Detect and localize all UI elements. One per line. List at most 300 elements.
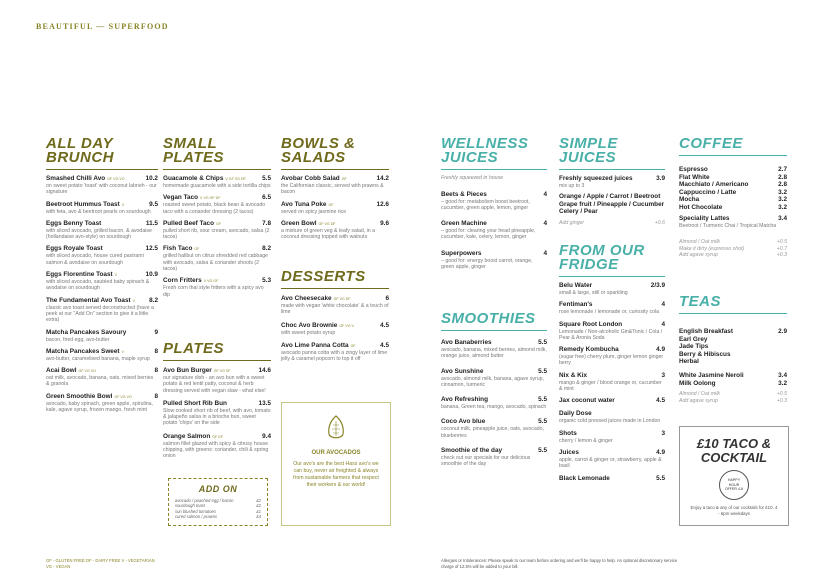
menu-item (46, 367, 158, 388)
item-price: 4.5 (380, 341, 389, 349)
dietary-tags: V (121, 349, 124, 354)
avocado-seed-icon (326, 415, 346, 441)
dietary-tags: V VG GF DF (200, 196, 221, 201)
menu-item (46, 271, 158, 292)
item-price: 10.9 (145, 271, 158, 279)
our-avocados-box (281, 402, 391, 526)
addon-name: sun blushed tomatoes (175, 508, 216, 514)
menu-item (46, 175, 158, 196)
item-price: 9 (154, 328, 158, 336)
item-desc: organic cold pressed juices made in London (559, 418, 661, 425)
item-price: 5.3 (262, 277, 271, 285)
menu-item (559, 475, 665, 483)
juice-desc: mix up to 3 (559, 183, 585, 189)
tea-name: Earl Grey (679, 335, 708, 343)
divider (559, 169, 665, 170)
item-desc: oat milk, avocado, banana, oats, mixed berries & granola (46, 375, 154, 388)
menu-item (281, 175, 389, 196)
dietary-tags: V VG GF (203, 279, 219, 284)
smoothies-list (441, 339, 547, 468)
item-name: Fentiman's (559, 301, 593, 309)
item-name: Shots (559, 429, 577, 437)
tea-extra-label: Add agave syrup (679, 397, 718, 404)
item-price: 10.2 (145, 175, 158, 182)
item-desc: salmon fillet glazed with spicy & citrusy house chipping, with greens: coriander, chili & spring onion (163, 440, 269, 460)
wellness-list (441, 191, 547, 271)
menu-item (46, 329, 158, 343)
item-price: 2/3.9 (650, 282, 665, 289)
item-name: Green Machine (441, 220, 487, 228)
add-ginger-label: Add ginger (559, 220, 585, 227)
tea-row-price: 3.2 (778, 379, 787, 387)
item-desc: bacon, fried egg, avo-butter (46, 336, 110, 343)
coffee-extra-price: +0.3 (776, 252, 787, 259)
menu-item (559, 410, 665, 424)
item-desc: – good for: energy boost carrot, orange, green apple, ginger (441, 257, 533, 270)
divider (441, 169, 547, 170)
coffee-row-label: Flat White (679, 173, 710, 181)
tea-group-1 (679, 328, 787, 366)
tea-name: Berry & Hibiscus (679, 350, 731, 358)
coffee-row (679, 174, 787, 182)
simple-juices-section (559, 137, 665, 227)
item-price: 5.5 (538, 396, 547, 404)
menu-item (441, 396, 547, 410)
coffee-extra-label: Almond / Oat milk (679, 238, 720, 245)
menu-item (281, 295, 389, 316)
juice-flavours (559, 193, 665, 216)
badge-text: HAPPY HOUR OFFER 4-6 (724, 478, 744, 492)
bowls-list (281, 175, 389, 240)
menu-item (441, 191, 547, 212)
item-price: 12.6 (376, 200, 389, 208)
coffee-extra-price: +0.7 (776, 245, 787, 252)
tea-extra-label: Almond / Oat milk (679, 391, 720, 398)
tea-group-price: 2.9 (778, 328, 787, 335)
item-desc: a mixture of green veg & leafy salad, in a coconut dressing topped with walnuts (281, 227, 376, 241)
dietary-tags: GF VG V (339, 323, 354, 328)
juice-flavour: Orange / Apple / Carrot / Beetroot (559, 193, 661, 201)
promo-title: £10 TACO & COCKTAIL (696, 436, 772, 465)
item-price: 5.5 (538, 447, 547, 455)
item-price: 6 (385, 295, 389, 302)
menu-item (559, 397, 665, 405)
addon-name: avocado / poached egg / bacon (175, 498, 234, 503)
coffee-row-label: Macchiato / Americano (679, 181, 749, 189)
item-name: Fish Taco $^{GF}$ (163, 245, 200, 253)
menu-item (46, 201, 158, 215)
addon-list (169, 496, 267, 522)
item-price: 8 (154, 347, 158, 355)
menu-item (281, 220, 389, 241)
item-desc: the Californian classic, served with prawns & bacon (281, 183, 384, 196)
divider (46, 169, 158, 170)
tea-row (679, 372, 787, 380)
brunch-list (46, 175, 158, 413)
menu-item (46, 393, 158, 414)
item-desc: with sliced avocado, house cured pastrami salmon & avodaise on sourdough (46, 253, 144, 266)
coffee-row-label: Cappuccino / Latte (679, 188, 737, 196)
menu-item (559, 321, 665, 342)
item-price: 11.5 (145, 219, 158, 227)
item-price: 4 (543, 220, 547, 228)
our-avocados-text: Our avo's are the best Hass avo's we can buy, never air freighted & always from sustainable farmers that respect their workers & our world! (293, 461, 379, 488)
item-name: Eggs Royale Toast (46, 245, 103, 253)
tea-list (679, 328, 787, 366)
coffee-row-price: 2.7 (778, 166, 787, 173)
tea-name: English Breakfast (679, 328, 733, 335)
item-price: 4 (661, 301, 665, 309)
desserts-section (281, 270, 389, 362)
item-name: Orange Salmon $^{GF DF}$ (163, 432, 224, 440)
item-name: Matcha Pancakes Sweet $^V$ (46, 347, 124, 355)
dietary-legend: GF - GLUTEN FREE DF - DAIRY FREE V - VEGETARIAN VG - VEGAN (46, 558, 155, 569)
menu-item (559, 346, 665, 367)
coffee-extra (679, 239, 787, 246)
bowls-section (281, 137, 389, 240)
tea-list-2 (679, 372, 787, 387)
addon-name: sourdough toast (175, 503, 206, 509)
fridge-list (559, 282, 665, 483)
smoothies-section (441, 312, 547, 468)
speciality-lattes-price: 3.4 (778, 214, 787, 222)
item-name: Pulled Short Rib Bun (163, 399, 227, 407)
item-desc: Fresh corn thai style fritters with a spicy avo dip (163, 285, 264, 298)
item-desc: cherry / lemon & ginger (559, 437, 613, 444)
coffee-row-price: 3.2 (778, 188, 787, 196)
item-price: 9.4 (262, 432, 271, 440)
item-name: The Fundamental Avo Toast $^V$ (46, 296, 136, 304)
menu-item (46, 220, 158, 241)
menu-item (559, 430, 665, 444)
dietary-tags: GF VG DF (318, 221, 336, 226)
menu-item (163, 277, 271, 298)
coffee-section (679, 137, 787, 259)
item-desc: made with vegan 'white chocolate' & a touch of lime (281, 303, 389, 316)
item-desc: on sweet potato 'toast' with coconut labneh - our signature (46, 183, 157, 196)
tea-extra-price: +0.5 (776, 391, 787, 398)
item-name: Jax coconut water (559, 397, 615, 405)
item-price: 5.5 (262, 175, 271, 182)
item-desc: coconut milk, pineapple juice, oats, avocado, blueberries (441, 426, 544, 439)
item-price: 9.6 (380, 219, 389, 227)
tea-extra-price: +0.3 (776, 397, 787, 404)
item-desc: Slow cooked short rib of beef, with avo, tomato & jalapeño salsa in a brioche bun, sweet potato 'chips' on the side (163, 407, 271, 427)
dietary-tags: V (114, 273, 118, 278)
item-name: Avo Cheesecake $^{GF VG DF}$ (281, 295, 351, 302)
item-name: Avo Banaberries (441, 339, 492, 346)
divider (441, 330, 547, 331)
item-price: 7.8 (262, 219, 271, 227)
coffee-row-price: 3.2 (778, 196, 787, 204)
menu-item (559, 372, 665, 393)
coffee-extra (679, 252, 787, 259)
item-price: 8.2 (262, 245, 271, 253)
item-price: 8 (154, 367, 158, 375)
promo-text: Enjoy a taco & any of our cocktails for £10. 4 - 6pm weekdays (690, 505, 778, 516)
menu-item (281, 201, 389, 215)
add-ginger-row (559, 220, 665, 227)
item-desc: served on spicy jasmine rice (281, 208, 347, 215)
item-desc: avo-butter, caramelised banana, maple syrup (46, 355, 150, 362)
coffee-row (679, 196, 787, 204)
coffee-row (679, 189, 787, 197)
item-name: Belu Water (559, 282, 593, 289)
wellness-section (441, 137, 547, 270)
item-desc: check out our specials for our delicious smoothie of the day (441, 455, 531, 468)
dietary-tags: GF VG SF (213, 369, 231, 373)
item-desc: with sliced avocado, grilled bacon, & avodaise (hollandaise avo-style) on sourdough (46, 227, 152, 241)
addon-row (175, 514, 261, 519)
menu-item (163, 245, 271, 272)
coffee-row (679, 181, 787, 189)
item-price: 4 (543, 190, 547, 198)
juice-name: Freshly squeezed juices (559, 175, 633, 182)
item-desc: with feta, avo & beetroot pearls on sourdough (46, 208, 151, 215)
coffee-row-price: 3.2 (778, 203, 787, 211)
add-ginger-price: +0.6 (654, 220, 665, 227)
teas-section (679, 295, 787, 405)
divider (281, 169, 389, 170)
item-name: Black Lemonade (559, 474, 610, 482)
item-desc: – good for: clearing your head pineapple, cucumber, kale, celery, lemon, ginger (441, 228, 536, 241)
coffee-extra (679, 246, 787, 253)
item-price: 5.5 (656, 474, 665, 482)
coffee-row-price: 2.8 (778, 173, 787, 181)
item-name: Guacamole & Chips $^{V GF VG DF}$ (163, 175, 246, 182)
menu-item (163, 433, 271, 460)
item-price: 3 (661, 429, 665, 437)
item-desc: avocado, almond milk, banana, agave syrup, cinnamon, turmeric (441, 375, 544, 388)
item-price: 4 (661, 320, 665, 328)
tea-row-price: 3.4 (778, 371, 787, 379)
coffee-row-label: Espresso (679, 166, 708, 173)
coffee-row-label: Hot Chocolate (679, 203, 723, 211)
addon-price: £4 (256, 514, 261, 520)
item-price: 14.6 (258, 367, 271, 374)
coffee-title: COFFEE (679, 135, 743, 152)
item-name: Green Smoothie Bowl $^{GF VG VO}$ (46, 392, 132, 400)
allergies-note: Allergies or Intolerances: Please speak to our team before ordering and we'll be happy to help. An optional discretionary service charge of 12.5% will be added to your bill. (441, 558, 678, 569)
item-desc: rose lemonade / lemonade or, curiosity cola (559, 309, 660, 316)
coffee-extra-label: Make it dirty (espresso shot) (679, 245, 745, 252)
addon-price: £2 (256, 498, 261, 503)
item-name: Daily Dose (559, 410, 592, 418)
tea-row-label: White Jasmine Neroli (679, 371, 744, 379)
dietary-tags: GF VG VO (78, 369, 96, 374)
item-price: 4.9 (656, 346, 665, 354)
dietary-tags: GF (328, 202, 334, 207)
item-name: Avo Bun Burger $^{GF VG SF}$ (163, 367, 231, 374)
menu-item (559, 449, 665, 470)
item-price: 4.9 (656, 448, 665, 456)
coffee-extra-label: Add agave syrup (679, 252, 718, 259)
item-desc: pulled short rib, sour cream, avocado, salsa (2 tacos) (163, 227, 270, 241)
dietary-tags: GF VG VO (107, 177, 125, 181)
menu-item (163, 400, 271, 427)
menu-item (46, 245, 158, 266)
item-name: Avo Refreshing (441, 396, 488, 404)
menu-item (441, 447, 547, 468)
item-desc: apple, carrot & ginger or, strawberry, apple & basil (559, 456, 662, 470)
addon-name: cured salmon / prawns (175, 514, 218, 520)
item-price: 4.5 (380, 321, 389, 329)
brunch-section (46, 137, 158, 413)
dietary-tags: GF DF (212, 434, 224, 439)
item-desc: roasted sweet potato, black bean & avocado taco with a coriander dressing (2 tacos) (163, 202, 266, 215)
item-desc: Lemonade / Non-alcoholic Gin&Tonic / Cola / Pear & Aronia Soda (559, 328, 663, 341)
divider (281, 288, 389, 289)
item-price: 5.5 (538, 367, 547, 375)
item-desc: – good for: metabolism boost beetroot, cucumber, green apple, lemon, ginger (441, 198, 530, 211)
item-name: Choc Avo Brownie $^{GF VG V}$ (281, 321, 354, 329)
smoothies-title: SMOOTHIES (441, 310, 536, 327)
item-price: 6.5 (262, 194, 271, 202)
item-name: Smashed Chilli Avo $^{GF VG VO}$ (46, 175, 125, 182)
coffee-list (679, 166, 787, 212)
item-price: 5.5 (538, 418, 547, 426)
tea-name: Herbal (679, 358, 699, 366)
item-desc: avocado, banana, mixed berries, almond milk, orange juice, almond butter (441, 347, 547, 360)
divider (163, 360, 271, 361)
juice-flavour: Celery / Pear (559, 208, 598, 216)
item-price: 4 (543, 249, 547, 257)
bowls-title: BOWLS & SALADS (281, 135, 356, 166)
promo-box (679, 426, 789, 526)
coffee-row (679, 204, 787, 212)
coffee-extras (679, 239, 787, 259)
fridge-section (559, 244, 665, 483)
menu-item (46, 297, 158, 324)
divider (679, 313, 787, 314)
brand-wordmark: BEAUTIFUL — SUPERFOOD (36, 22, 169, 31)
menu-item (163, 220, 271, 241)
plates-section (163, 342, 271, 460)
item-name: Matcha Pancakes Savoury (46, 328, 127, 336)
small-plates-section (163, 137, 271, 298)
speciality-lattes-desc: Beetroot / Turmeric Chai / Tropical Matcha (679, 222, 777, 229)
item-desc: classic avo toast served deconstructed (have a peek at our "Add On" section to give it a little extra) (46, 304, 154, 324)
item-price: 5.5 (538, 339, 547, 346)
item-name: Avobar Cobb Salad $^{GF}$ (281, 175, 347, 182)
coffee-row-label: Mocha (679, 196, 700, 204)
divider (679, 155, 787, 156)
item-name: Corn Fritters $^{V VG GF}$ (163, 277, 219, 285)
item-desc: our signature dish - an avo bun with a sweet potato & red lentil patty, coconut & herb dressing served with vegan slaw - what else! (163, 375, 266, 394)
item-desc: mango & ginger / blood orange or, cucumber & mint (559, 379, 662, 393)
tea-row (679, 380, 787, 388)
menu-item (441, 250, 547, 271)
simple-juices-title: SIMPLE JUICES (559, 135, 618, 166)
desserts-list (281, 295, 389, 362)
small-plates-list (163, 175, 271, 298)
item-desc: small & large, still or sparkling (559, 290, 628, 296)
plates-list (163, 367, 271, 460)
speciality-lattes-name: Speciality Lattes (679, 214, 730, 222)
dietary-tags: GF VG VO (114, 394, 132, 399)
our-avocados-title: OUR AVOCADOS (311, 450, 361, 456)
item-name: Beetroot Hummus Toast $^V$ (46, 200, 125, 208)
menu-item (441, 418, 547, 439)
fridge-title: FROM OUR FRIDGE (559, 242, 645, 273)
plates-title: PLATES (163, 340, 225, 357)
item-desc: grilled halibut on citrus shredded red cabbage with avocado, salsa & coriander shoots (2 tacos) (163, 253, 268, 273)
item-name: Green Bowl $^{GF VG DF}$ (281, 219, 336, 227)
menu-item (46, 348, 158, 362)
dietary-tags: V (121, 202, 125, 207)
menu-item (281, 342, 389, 363)
dietary-tags: GF (341, 177, 347, 181)
item-price: 8.2 (149, 296, 158, 304)
item-name: Pulled Beef Taco $^{GF}$ (163, 219, 222, 227)
divider (163, 169, 271, 170)
item-name: Beets & Pieces (441, 190, 487, 198)
dietary-tags: GF (216, 221, 222, 226)
happy-hour-badge (719, 470, 749, 500)
item-price: 3 (661, 371, 665, 379)
tea-extra (679, 391, 787, 398)
item-price: 12.5 (145, 245, 158, 253)
desserts-title: DESSERTS (281, 268, 366, 285)
item-name: Nix & Kix (559, 371, 588, 379)
item-price: 13.5 (258, 399, 271, 407)
menu-item (163, 367, 271, 394)
wellness-subtitle: Freshly squeezed in house (441, 175, 503, 181)
juice-price: 3.9 (656, 175, 665, 182)
item-desc: (sugar free) cherry plum, ginger lemon ginger berry (559, 354, 664, 367)
juice-flavour: Grape fruit / Pineapple / Cucumber (559, 200, 665, 208)
dietary-tags: GF (194, 247, 200, 252)
item-name: Square Root London (559, 320, 623, 328)
item-name: Coco Avo blue (441, 418, 486, 426)
dietary-tags: V (132, 298, 136, 303)
menu-item (163, 175, 271, 189)
addon-price: £2 (256, 503, 261, 509)
item-desc: avocado panna cotta with a zingy layer of lime jelly & caramel popcorn to top it off (281, 349, 388, 363)
item-price: 8 (154, 392, 158, 400)
menu-item (559, 301, 665, 315)
menu-item (441, 368, 547, 389)
item-name: Superpowers (441, 249, 482, 257)
tea-name: Jade Tips (679, 343, 709, 351)
item-name: Avo Sunshine (441, 367, 484, 375)
item-name: Smoothie of the day (441, 447, 503, 455)
dietary-tags: GF VG DF (333, 297, 351, 301)
wellness-title: WELLNESS JUICES (441, 135, 529, 166)
menu-item (281, 322, 389, 336)
item-name: Juices (559, 448, 579, 456)
tea-extras (679, 391, 787, 405)
dietary-tags: V GF VG DF (225, 177, 246, 181)
small-plates-title: SMALL PLATES (163, 135, 225, 166)
item-desc: homemade guacamole with a side tortilla chips (163, 183, 271, 189)
item-name: Avo Lime Panna Cotta $^{GF}$ (281, 341, 356, 349)
menu-item (163, 194, 271, 215)
item-desc: with sliced avocado, sautéed baby spinach & avodaise on sourdough (46, 279, 150, 292)
tea-row-label: Milk Oolong (679, 379, 716, 387)
addon-price: £1 (256, 508, 261, 514)
coffee-row-price: 2.8 (778, 181, 787, 189)
item-name: Acai Bowl $^{GF VG VO}$ (46, 367, 96, 375)
item-price: 4.5 (656, 397, 665, 405)
addon-title: ADD ON (198, 484, 238, 494)
item-name: Avo Tuna Poke $^{GF}$ (281, 200, 334, 208)
divider (559, 276, 665, 277)
addon-box (168, 478, 268, 526)
tea-extra (679, 398, 787, 405)
item-name: Eggs Benny Toast (46, 219, 102, 227)
teas-title: TEAS (679, 293, 722, 310)
